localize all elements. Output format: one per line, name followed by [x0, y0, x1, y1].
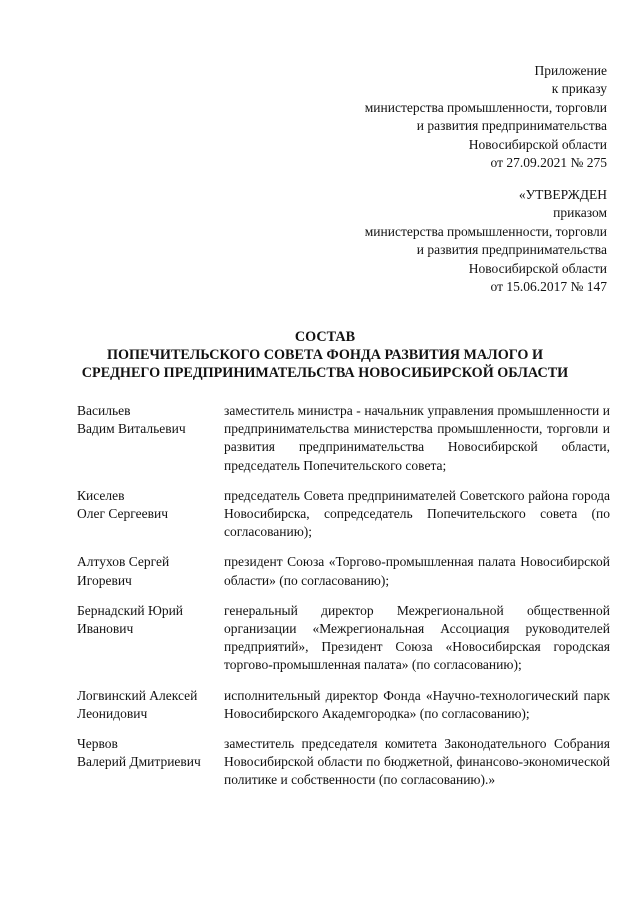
member-surname: Алтухов Сергей: [77, 554, 170, 570]
title-line: СРЕДНЕГО ПРЕДПРИНИМАТЕЛЬСТВА НОВОСИБИРСКОЙ ОБЛАСТИ: [81, 365, 569, 381]
member-name: [77, 553, 224, 589]
approved-line: от 15.06.2017 № 147: [490, 279, 607, 295]
member-given-name: Игоревич: [77, 572, 132, 588]
member-given-name: Вадим Витальевич: [77, 421, 186, 437]
member-name: [77, 735, 224, 790]
approved-line: и развития предпринимательства: [416, 242, 607, 258]
document-title: [70, 328, 580, 382]
member-row: [77, 402, 610, 475]
approved-line: приказом: [553, 205, 607, 221]
appendix-line: министерства промышленности, торговли: [364, 99, 607, 115]
member-role: президент Союза «Торгово-промышленная палата Новосибирской области» (по согласованию);: [224, 554, 610, 588]
member-surname: Киселев: [77, 487, 125, 503]
member-name: [77, 487, 224, 542]
appendix-line: и развития предпринимательства: [416, 118, 607, 134]
member-surname: Бернадский Юрий: [77, 602, 184, 618]
member-given-name: Леонидович: [77, 705, 148, 721]
appendix-line: от 27.09.2021 № 275: [490, 155, 607, 171]
title-line: СОСТАВ: [294, 329, 356, 345]
approved-line: «УТВЕРЖДЕН: [518, 187, 607, 202]
member-role: исполнительный директор Фонда «Научно-технологический парк Новосибирского Академгородка» (по согласованию);: [224, 687, 610, 721]
appendix-line: к приказу: [551, 81, 607, 97]
member-name: [77, 687, 224, 723]
members-list: [77, 402, 610, 802]
member-row: [77, 735, 610, 790]
member-given-name: Олег Сергеевич: [77, 506, 169, 522]
member-surname: Васильев: [77, 403, 131, 418]
appendix-line: Новосибирской области: [468, 136, 607, 152]
member-row: [77, 487, 610, 542]
member-role: генеральный директор Межрегиональной общественной организации «Межрегиональная Ассоциация руководителей предприятий», Президент Союза «Новосибирская городская торгово-промышленная палата» (по согласованию);: [224, 602, 610, 673]
member-surname: Червов: [77, 736, 118, 752]
member-name: [77, 402, 224, 475]
member-row: [77, 553, 610, 589]
approved-header: [365, 186, 607, 296]
appendix-line: Приложение: [534, 63, 607, 78]
member-role: заместитель председателя комитета Законодательного Собрания Новосибирской области по бюджетной, финансово-экономической политике и собственности (по согласованию).»: [224, 736, 610, 788]
member-surname: Логвинский Алексей: [77, 687, 198, 703]
member-role: заместитель министра - начальник управления промышленности и предпринимательства министерства промышленности, торговли и развития предпринимательства Новосибирской области, председатель Попечительского совета;: [224, 403, 610, 473]
appendix-header: [365, 62, 607, 172]
member-name: [77, 602, 224, 675]
member-given-name: Иванович: [77, 621, 134, 637]
member-role: председатель Совета предпринимателей Советского района города Новосибирска, сопредседатель Попечительского совета (по согласованию);: [224, 487, 610, 540]
approved-line: министерства промышленности, торговли: [364, 223, 607, 239]
member-given-name: Валерий Дмитриевич: [77, 754, 201, 770]
member-row: [77, 687, 610, 723]
approved-line: Новосибирской области: [468, 260, 607, 276]
title-line: ПОПЕЧИТЕЛЬСКОГО СОВЕТА ФОНДА РАЗВИТИЯ МАЛОГО И: [106, 347, 544, 363]
member-row: [77, 602, 610, 675]
